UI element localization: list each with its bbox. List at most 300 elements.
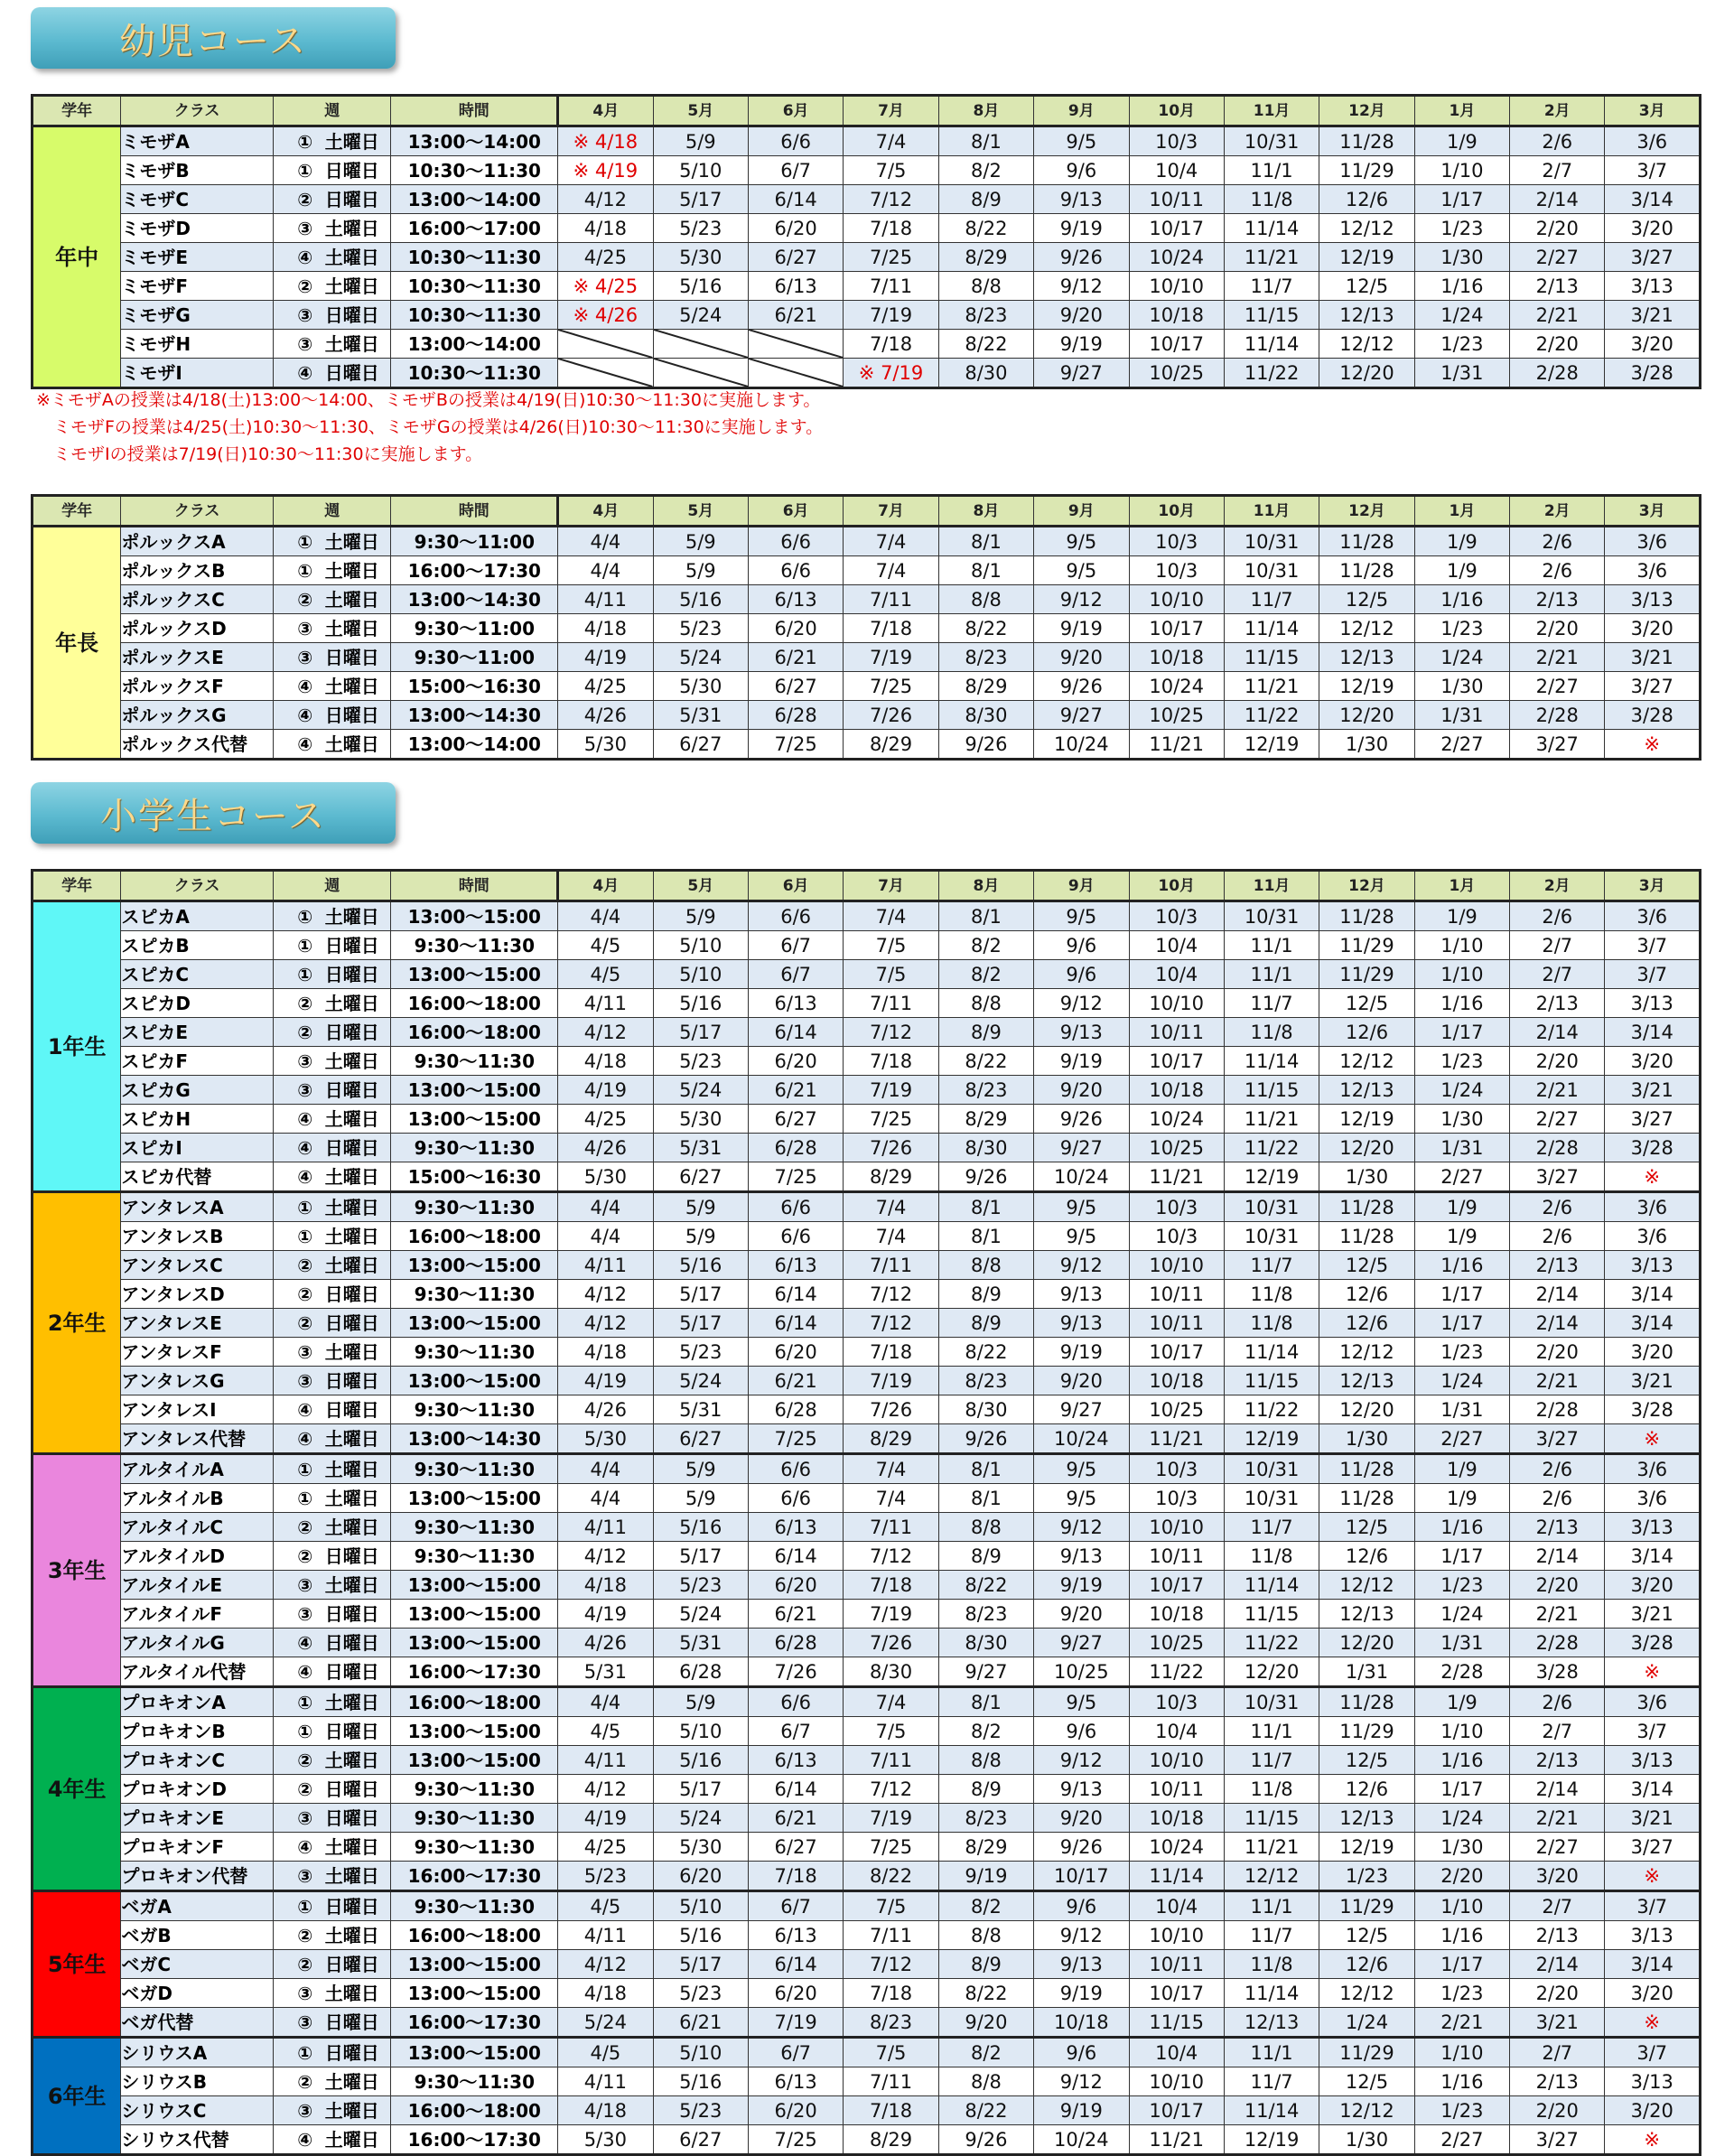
week-cell xyxy=(273,527,390,556)
date-cell: 6/7 xyxy=(748,1891,843,1921)
week-number: ② xyxy=(297,1021,313,1043)
date-cell: 11/8 xyxy=(1224,185,1319,214)
date-cell: 5/30 xyxy=(558,1424,653,1454)
table-row xyxy=(33,1134,1701,1162)
date-cell: 12/19 xyxy=(1224,730,1319,760)
date-cell: 7/19 xyxy=(844,1367,938,1395)
date-cell: 2/20 xyxy=(1414,1862,1509,1891)
date-cell: 5/23 xyxy=(558,1862,653,1891)
date-cell: 1/16 xyxy=(1414,1746,1509,1775)
date-cell: 7/18 xyxy=(844,330,938,359)
date-cell: 7/12 xyxy=(844,1775,938,1804)
date-cell: 2/21 xyxy=(1510,1367,1605,1395)
week-number: ④ xyxy=(297,1660,313,1683)
class-name: ポルックスG xyxy=(121,701,274,730)
date-cell: 3/14 xyxy=(1605,1280,1701,1309)
date-cell: 8/29 xyxy=(938,1105,1033,1134)
date-cell: 8/29 xyxy=(844,1424,938,1454)
week-cell xyxy=(273,1891,390,1921)
date-cell: 1/10 xyxy=(1414,960,1509,989)
date-cell: 10/10 xyxy=(1129,1921,1224,1950)
date-cell: 12/5 xyxy=(1319,1251,1414,1280)
date-cell: 10/10 xyxy=(1129,1513,1224,1542)
date-cell: 11/28 xyxy=(1319,1687,1414,1717)
date-cell: 8/22 xyxy=(938,1571,1033,1600)
weekday: 日曜日 xyxy=(324,1136,379,1159)
date-cell: 11/22 xyxy=(1224,359,1319,388)
column-header: 2月 xyxy=(1510,871,1605,901)
table-row xyxy=(33,1950,1701,1979)
column-header: 5月 xyxy=(653,496,748,527)
column-header: 5月 xyxy=(653,871,748,901)
date-cell: 12/19 xyxy=(1224,2125,1319,2155)
date-cell: 7/18 xyxy=(844,1338,938,1367)
time-cell: 13:00〜14:00 xyxy=(391,126,558,156)
date-cell: 10/24 xyxy=(1034,730,1129,760)
date-cell: 4/12 xyxy=(558,185,653,214)
weekday: 土曜日 xyxy=(324,1924,379,1946)
note-line: ※ミモザAの授業は4/18(土)13:00〜14:00、ミモザBの授業は4/19(日)10:30〜11:30に実施します。 xyxy=(36,390,821,410)
date-cell: 10/10 xyxy=(1129,2067,1224,2096)
table-row xyxy=(33,2008,1701,2038)
date-cell: 7/19 xyxy=(844,643,938,672)
date-cell: 9/20 xyxy=(1034,1804,1129,1833)
date-cell: 12/12 xyxy=(1319,2096,1414,2125)
date-cell: 11/15 xyxy=(1224,1076,1319,1105)
column-header: 1月 xyxy=(1414,496,1509,527)
time-cell: 9:30〜11:00 xyxy=(391,614,558,643)
week-number: ④ xyxy=(297,1165,313,1188)
date-cell: 6/7 xyxy=(748,960,843,989)
column-header: 時間 xyxy=(391,96,558,126)
date-cell: 10/31 xyxy=(1224,126,1319,156)
date-cell: 3/21 xyxy=(1605,1600,1701,1629)
date-cell: 2/20 xyxy=(1510,2096,1605,2125)
date-cell: 12/12 xyxy=(1319,1047,1414,1076)
date-cell: 7/5 xyxy=(844,2038,938,2067)
date-cell: 1/23 xyxy=(1414,214,1509,243)
date-cell: ※ 4/25 xyxy=(558,272,653,301)
date-cell: 1/24 xyxy=(1414,1804,1509,1833)
table-row xyxy=(33,126,1701,156)
weekday: 日曜日 xyxy=(324,159,379,182)
week-number: ④ xyxy=(297,246,313,268)
date-cell: 2/20 xyxy=(1510,1047,1605,1076)
date-cell: 1/16 xyxy=(1414,585,1509,614)
class-name: ポルックスA xyxy=(121,527,274,556)
date-cell: 7/25 xyxy=(748,1424,843,1454)
date-cell: 7/11 xyxy=(844,1746,938,1775)
date-cell: 8/29 xyxy=(844,2125,938,2155)
time-cell: 15:00〜16:30 xyxy=(391,672,558,701)
column-header: クラス xyxy=(121,96,274,126)
week-cell xyxy=(273,1454,390,1484)
date-cell: 10/3 xyxy=(1129,1687,1224,1717)
time-cell: 16:00〜18:00 xyxy=(391,1018,558,1047)
date-cell: 10/17 xyxy=(1129,1979,1224,2008)
date-cell: 4/4 xyxy=(558,556,653,585)
date-cell: 8/8 xyxy=(938,1921,1033,1950)
date-cell: 3/20 xyxy=(1605,2096,1701,2125)
class-name: アンタレスI xyxy=(121,1395,274,1424)
date-cell: 4/11 xyxy=(558,1251,653,1280)
column-header: 8月 xyxy=(938,871,1033,901)
date-cell: 1/9 xyxy=(1414,556,1509,585)
date-cell: 12/5 xyxy=(1319,272,1414,301)
date-cell: 3/27 xyxy=(1510,2125,1605,2155)
date-cell: 12/13 xyxy=(1224,2008,1319,2038)
table-row xyxy=(33,1571,1701,1600)
week-number: ④ xyxy=(297,1835,313,1858)
date-cell: 11/1 xyxy=(1224,2038,1319,2067)
date-cell: 6/6 xyxy=(748,1222,843,1251)
date-cell: 6/27 xyxy=(748,1105,843,1134)
date-cell: 11/8 xyxy=(1224,1542,1319,1571)
date-cell: 12/19 xyxy=(1319,243,1414,272)
date-cell: ※ xyxy=(1605,1657,1701,1687)
date-cell: 3/13 xyxy=(1605,1746,1701,1775)
date-cell: 11/14 xyxy=(1224,214,1319,243)
date-cell: 5/9 xyxy=(653,1454,748,1484)
time-cell: 13:00〜15:00 xyxy=(391,1746,558,1775)
week-number: ② xyxy=(297,1778,313,1800)
week-number: ③ xyxy=(297,1573,313,1596)
date-cell: 9/13 xyxy=(1034,185,1129,214)
column-header: 12月 xyxy=(1319,496,1414,527)
date-cell: 8/30 xyxy=(938,1134,1033,1162)
table-row xyxy=(33,1804,1701,1833)
date-cell: 10/10 xyxy=(1129,272,1224,301)
date-cell: 10/18 xyxy=(1129,643,1224,672)
date-cell: 11/8 xyxy=(1224,1950,1319,1979)
date-cell: 12/12 xyxy=(1224,1862,1319,1891)
date-cell: 4/26 xyxy=(558,1134,653,1162)
date-cell: 2/28 xyxy=(1510,1629,1605,1657)
date-cell: 7/26 xyxy=(844,1134,938,1162)
date-cell: 10/4 xyxy=(1129,1891,1224,1921)
date-cell: 6/6 xyxy=(748,1454,843,1484)
date-cell: 8/9 xyxy=(938,185,1033,214)
table-row xyxy=(33,1192,1701,1222)
date-cell: 6/20 xyxy=(748,1338,843,1367)
time-cell: 13:00〜14:00 xyxy=(391,730,558,760)
date-cell: 4/18 xyxy=(558,614,653,643)
table-row xyxy=(33,901,1701,931)
date-cell: 3/6 xyxy=(1605,1687,1701,1717)
class-name: スピカC xyxy=(121,960,274,989)
time-cell: 10:30〜11:30 xyxy=(391,359,558,388)
date-cell: ※ xyxy=(1605,1862,1701,1891)
class-name: ベガD xyxy=(121,1979,274,2008)
date-cell: 6/20 xyxy=(748,2096,843,2125)
date-cell: 11/8 xyxy=(1224,1775,1319,1804)
date-cell: 7/18 xyxy=(844,1571,938,1600)
column-header: 9月 xyxy=(1034,496,1129,527)
date-cell: 7/18 xyxy=(844,1047,938,1076)
date-cell: 8/8 xyxy=(938,1513,1033,1542)
date-cell: 7/5 xyxy=(844,156,938,185)
date-cell: 12/12 xyxy=(1319,1571,1414,1600)
date-cell: 9/13 xyxy=(1034,1280,1129,1309)
date-cell: 12/13 xyxy=(1319,643,1414,672)
time-cell: 16:00〜18:00 xyxy=(391,1222,558,1251)
date-cell: 2/28 xyxy=(1510,701,1605,730)
date-cell: 9/19 xyxy=(1034,614,1129,643)
grade-label: 4年生 xyxy=(33,1687,121,1891)
week-number: ① xyxy=(297,905,313,928)
date-cell: 8/23 xyxy=(938,643,1033,672)
date-cell: 9/19 xyxy=(1034,1979,1129,2008)
date-cell: 5/16 xyxy=(653,1513,748,1542)
date-cell: 1/16 xyxy=(1414,1251,1509,1280)
date-cell: 3/6 xyxy=(1605,1484,1701,1513)
date-cell: 9/6 xyxy=(1034,1891,1129,1921)
date-cell: 10/17 xyxy=(1129,1571,1224,1600)
date-cell: 9/5 xyxy=(1034,1687,1129,1717)
time-cell: 9:30〜11:00 xyxy=(391,643,558,672)
date-cell: 8/1 xyxy=(938,556,1033,585)
date-cell: 9/12 xyxy=(1034,1921,1129,1950)
date-cell: 6/21 xyxy=(748,1076,843,1105)
date-cell: 12/12 xyxy=(1319,330,1414,359)
date-cell: 7/19 xyxy=(844,1804,938,1833)
date-cell: 4/11 xyxy=(558,1513,653,1542)
date-cell: 3/20 xyxy=(1605,214,1701,243)
week-number: ④ xyxy=(297,1398,313,1421)
date-cell: 6/20 xyxy=(748,614,843,643)
date-cell: 7/25 xyxy=(748,730,843,760)
week-cell xyxy=(273,1134,390,1162)
date-cell: 11/29 xyxy=(1319,931,1414,960)
date-cell: 4/25 xyxy=(558,243,653,272)
date-cell: 7/26 xyxy=(844,701,938,730)
date-cell: 2/27 xyxy=(1510,1105,1605,1134)
week-number: ② xyxy=(297,2070,313,2093)
week-number: ③ xyxy=(297,1982,313,2004)
weekday: 土曜日 xyxy=(324,1458,379,1480)
date-cell: 6/20 xyxy=(748,1571,843,1600)
week-cell xyxy=(273,1950,390,1979)
date-cell: 8/9 xyxy=(938,1950,1033,1979)
date-cell: 10/3 xyxy=(1129,1454,1224,1484)
date-cell: 2/14 xyxy=(1510,1280,1605,1309)
date-cell: 3/27 xyxy=(1510,730,1605,760)
table-row xyxy=(33,931,1701,960)
date-cell: 8/29 xyxy=(938,672,1033,701)
date-cell: 8/30 xyxy=(938,359,1033,388)
date-cell: 3/13 xyxy=(1605,272,1701,301)
week-cell xyxy=(273,2038,390,2067)
table-row xyxy=(33,1600,1701,1629)
date-cell: 10/18 xyxy=(1129,1076,1224,1105)
date-cell: 1/23 xyxy=(1414,1338,1509,1367)
date-cell: 1/9 xyxy=(1414,126,1509,156)
date-cell: 1/17 xyxy=(1414,1309,1509,1338)
date-cell: 2/13 xyxy=(1510,1921,1605,1950)
date-cell: 9/12 xyxy=(1034,272,1129,301)
column-header: 11月 xyxy=(1224,871,1319,901)
date-cell: 11/22 xyxy=(1224,1134,1319,1162)
date-cell: 12/12 xyxy=(1319,1338,1414,1367)
table-row xyxy=(33,1047,1701,1076)
diagonal-strike-icon xyxy=(749,359,843,387)
date-cell: 10/31 xyxy=(1224,1192,1319,1222)
date-cell: 11/15 xyxy=(1224,301,1319,330)
time-cell: 9:30〜11:30 xyxy=(391,1454,558,1484)
time-cell: 9:30〜11:30 xyxy=(391,1891,558,1921)
week-cell xyxy=(273,989,390,1018)
date-cell: 6/14 xyxy=(748,1309,843,1338)
grade-label: 5年生 xyxy=(33,1891,121,2038)
weekday: 土曜日 xyxy=(324,1225,379,1247)
date-cell: 8/29 xyxy=(938,1833,1033,1862)
date-cell: 2/6 xyxy=(1510,1484,1605,1513)
date-cell: 1/23 xyxy=(1414,2096,1509,2125)
week-number: ② xyxy=(297,1545,313,1567)
section-banner-elementary xyxy=(31,782,396,844)
week-cell xyxy=(273,1687,390,1717)
column-header: 1月 xyxy=(1414,871,1509,901)
date-cell: 10/10 xyxy=(1129,1251,1224,1280)
date-cell: 5/23 xyxy=(653,614,748,643)
week-number: ③ xyxy=(297,1806,313,1829)
section-title: 幼児コース xyxy=(119,20,307,62)
column-header: 6月 xyxy=(748,496,843,527)
time-cell: 9:30〜11:00 xyxy=(391,527,558,556)
week-number: ① xyxy=(297,1487,313,1509)
week-cell xyxy=(273,1862,390,1891)
column-header: 1月 xyxy=(1414,96,1509,126)
date-cell: 1/9 xyxy=(1414,901,1509,931)
time-cell: 13:00〜15:00 xyxy=(391,960,558,989)
time-cell: 9:30〜11:30 xyxy=(391,1134,558,1162)
date-cell: 2/20 xyxy=(1510,1979,1605,2008)
week-cell xyxy=(273,901,390,931)
table-row xyxy=(33,1018,1701,1047)
date-cell: 1/17 xyxy=(1414,1280,1509,1309)
date-cell: 8/23 xyxy=(938,301,1033,330)
date-cell: 12/6 xyxy=(1319,185,1414,214)
date-cell: 3/28 xyxy=(1605,701,1701,730)
column-header: 週 xyxy=(273,96,390,126)
table-row xyxy=(33,330,1701,359)
date-cell: 3/28 xyxy=(1605,1134,1701,1162)
time-cell: 13:00〜15:00 xyxy=(391,1484,558,1513)
table-row xyxy=(33,1076,1701,1105)
date-cell: 12/5 xyxy=(1319,1921,1414,1950)
column-header: 週 xyxy=(273,496,390,527)
class-name: スピカF xyxy=(121,1047,274,1076)
table-row xyxy=(33,1979,1701,2008)
class-name: アンタレス代替 xyxy=(121,1424,274,1454)
date-cell: 2/14 xyxy=(1510,1309,1605,1338)
weekday: 日曜日 xyxy=(324,1078,379,1101)
note-line: ミモザFの授業は4/25(土)10:30〜11:30、ミモザGの授業は4/26(日)10:30〜11:30に実施します。 xyxy=(36,417,824,437)
weekday: 日曜日 xyxy=(324,1720,379,1742)
date-cell: 6/13 xyxy=(748,1746,843,1775)
date-cell: 5/31 xyxy=(653,1395,748,1424)
date-cell: 12/13 xyxy=(1319,1076,1414,1105)
date-cell: 10/31 xyxy=(1224,1484,1319,1513)
date-cell: 1/23 xyxy=(1414,330,1509,359)
date-cell: 2/21 xyxy=(1510,1076,1605,1105)
date-cell: 4/5 xyxy=(558,2038,653,2067)
date-cell: 11/15 xyxy=(1224,1804,1319,1833)
week-cell xyxy=(273,730,390,760)
date-cell: 10/18 xyxy=(1129,301,1224,330)
date-cell: 10/25 xyxy=(1129,1395,1224,1424)
date-cell: 5/16 xyxy=(653,1251,748,1280)
date-cell: 9/5 xyxy=(1034,1454,1129,1484)
date-cell: 8/2 xyxy=(938,1717,1033,1746)
week-cell xyxy=(273,1746,390,1775)
date-cell: 5/24 xyxy=(653,301,748,330)
date-cell: 10/31 xyxy=(1224,1687,1319,1717)
date-cell: 11/21 xyxy=(1129,1162,1224,1192)
week-number: ③ xyxy=(297,1340,313,1363)
time-cell: 13:00〜15:00 xyxy=(391,901,558,931)
date-cell: 6/14 xyxy=(748,1950,843,1979)
class-name: プロキオン代替 xyxy=(121,1862,274,1891)
weekday: 土曜日 xyxy=(324,217,379,239)
date-cell: 10/18 xyxy=(1034,2008,1129,2038)
weekday: 日曜日 xyxy=(324,1283,379,1305)
date-cell: 10/31 xyxy=(1224,901,1319,931)
date-cell: 8/23 xyxy=(844,2008,938,2038)
weekday: 日曜日 xyxy=(324,1398,379,1421)
date-cell: 8/29 xyxy=(844,1162,938,1192)
date-cell: 9/12 xyxy=(1034,585,1129,614)
date-cell: 8/22 xyxy=(844,1862,938,1891)
date-cell: 2/7 xyxy=(1510,1891,1605,1921)
date-cell: 6/21 xyxy=(653,2008,748,2038)
date-cell: 3/20 xyxy=(1605,1979,1701,2008)
date-cell: 7/19 xyxy=(748,2008,843,2038)
no-class-cell xyxy=(558,330,653,359)
date-cell: 12/19 xyxy=(1224,1162,1319,1192)
date-cell: 10/3 xyxy=(1129,527,1224,556)
date-cell: 3/13 xyxy=(1605,1921,1701,1950)
diagonal-strike-icon xyxy=(558,330,652,358)
date-cell: 8/22 xyxy=(938,614,1033,643)
column-header: 時間 xyxy=(391,871,558,901)
date-cell: 8/1 xyxy=(938,1192,1033,1222)
date-cell: 12/6 xyxy=(1319,1280,1414,1309)
week-number: ③ xyxy=(297,2099,313,2122)
date-cell: 9/6 xyxy=(1034,960,1129,989)
date-cell: 7/19 xyxy=(844,301,938,330)
week-cell xyxy=(273,214,390,243)
date-cell: 5/9 xyxy=(653,1484,748,1513)
date-cell: 1/16 xyxy=(1414,1921,1509,1950)
date-cell: 11/8 xyxy=(1224,1018,1319,1047)
date-cell: 9/12 xyxy=(1034,2067,1129,2096)
week-number: ④ xyxy=(297,675,313,697)
date-cell: 10/18 xyxy=(1129,1804,1224,1833)
week-number: ① xyxy=(297,963,313,985)
table-row xyxy=(33,672,1701,701)
week-number: ② xyxy=(297,588,313,611)
date-cell: 5/23 xyxy=(653,214,748,243)
date-cell: 11/22 xyxy=(1224,701,1319,730)
date-cell: 2/28 xyxy=(1510,1395,1605,1424)
date-cell: 1/31 xyxy=(1414,701,1509,730)
date-cell: 11/15 xyxy=(1224,1600,1319,1629)
date-cell: 7/4 xyxy=(844,1484,938,1513)
weekday: 日曜日 xyxy=(324,1545,379,1567)
header-row xyxy=(33,96,1701,126)
weekday: 日曜日 xyxy=(324,303,379,326)
